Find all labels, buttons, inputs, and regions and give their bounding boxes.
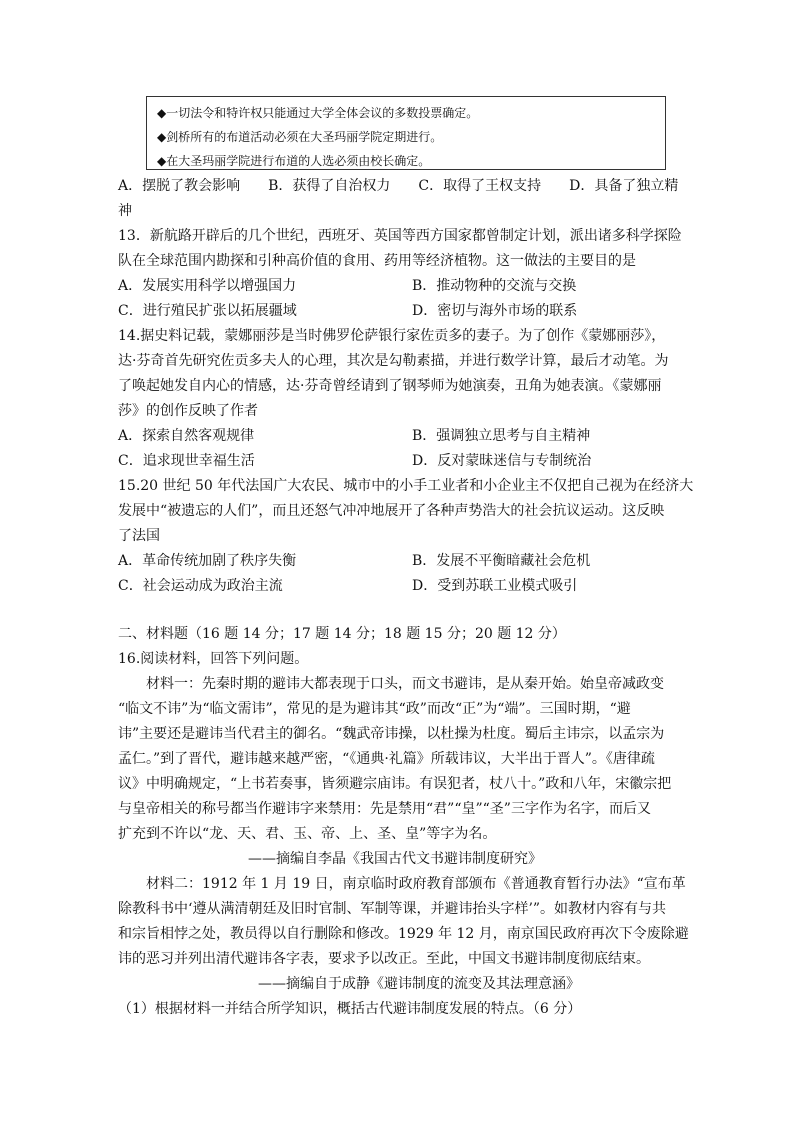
q16-material2-line-2: 除教科书中‘遵从满清朝廷及旧时官制、军制等课，并避讳抬头字样’”。如教材内容有与共 bbox=[118, 901, 667, 917]
q16-material2-line-3: 和宗旨相悖之处，教员得以自行删除和修改。1929 年 12 月，南京国民政府再次下令废除避 bbox=[118, 926, 689, 942]
box-row-3: ◆在大圣玛丽学院进行布道的人选必须由校长确定。 bbox=[157, 154, 431, 168]
q13-stem-line-2: 队在全球范围内勘探和引种高价值的食用、药用等经济植物。这一做法的主要目的是 bbox=[118, 253, 636, 269]
q15-option-c: C．社会运动成为政治主流 bbox=[118, 578, 283, 594]
q16-material1-line-7: 扩充到不许以“龙、天、君、玉、帝、上、圣、皇”等字为名。 bbox=[118, 826, 497, 842]
q14-stem-line-1: 14.据史料记载，蒙娜丽莎是当时佛罗伦萨银行家佐贡多的妻子。为了创作《蒙娜丽莎》， bbox=[118, 328, 666, 344]
q16-material2-source: ——摘编自于成静《避讳制度的流变及其法理意涵》 bbox=[258, 976, 580, 992]
q13-stem-line-1: 13．新航路开辟后的几个世纪，西班牙、英国等西方国家都曾制定计划，派出诸多科学探险 bbox=[118, 228, 682, 244]
q14-option-b: B．强调独立思考与自主精神 bbox=[412, 428, 591, 444]
q15-option-a: A．革命传统加剧了秩序失衡 bbox=[118, 553, 297, 569]
q16-material2-line-4: 讳的恶习并列出清代避讳各字表，要求予以改正。至此，中国文书避讳制度彻底结束。 bbox=[118, 951, 650, 967]
q15-option-b: B．发展不平衡暗藏社会危机 bbox=[412, 553, 591, 569]
q16-intro: 16.阅读材料，回答下列问题。 bbox=[118, 651, 309, 667]
q14-option-c: C．追求现世幸福生活 bbox=[118, 453, 255, 469]
q15-stem-line-3: 了法国 bbox=[118, 528, 160, 544]
q16-material1-line-1: 材料一：先秦时期的避讳大都表现于口头，而文书避讳，是从秦开始。始皇帝减政变 bbox=[146, 676, 664, 692]
q14-option-d: D．反对蒙昧迷信与专制统治 bbox=[412, 453, 592, 469]
q16-material1-line-6: 与皇帝相关的称号都当作避讳字来禁用：先是禁用“君”“皇”“圣”三字作为名字，而后又 bbox=[118, 801, 651, 817]
q14-option-a: A．探索自然客观规律 bbox=[118, 428, 255, 444]
q15-stem-line-2: 发展中“被遗忘的人们”，而且还怒气冲冲地展开了各种声势浩大的社会抗议运动。这反映 bbox=[118, 503, 665, 519]
q16-subquestion-1: （1）根据材料一并结合所学知识，概括古代避讳制度发展的特点。（6 分） bbox=[118, 1001, 582, 1017]
q13-option-a: A．发展实用科学以增强国力 bbox=[118, 278, 297, 294]
q13-option-c: C．进行殖民扩张以拓展疆域 bbox=[118, 303, 297, 319]
q14-stem-line-3: 了唤起她发自内心的情感，达·芬奇曾经请到了钢琴师为她演奏，丑角为她表演。《蒙娜丽 bbox=[118, 378, 662, 394]
q12-options-wrap: 神 bbox=[118, 203, 132, 219]
q14-stem-line-2: 达·芬奇首先研究佐贡多夫人的心理，其次是勾勒素描，并进行数学计算，最后才动笔。为 bbox=[118, 353, 669, 369]
rules-box bbox=[146, 96, 666, 170]
q16-material1-line-4: 孟仁。”到了晋代，避讳越来越严密，“《通典·礼篇》所载讳议，大半出于晋人”。《唐律疏 bbox=[118, 751, 655, 767]
q13-option-d: D．密切与海外市场的联系 bbox=[412, 303, 578, 319]
q16-material1-source: ——摘编自李晶《我国古代文书避讳制度研究》 bbox=[248, 851, 542, 867]
q16-material1-line-2: “临文不讳”为“临文需讳”，常见的是为避讳其“政”而改“正”为“端”。三国时期，“避 bbox=[118, 701, 631, 717]
q15-option-d: D．受到苏联工业模式吸引 bbox=[412, 578, 578, 594]
q16-material1-line-5: 议》中明确规定，“上书若奏事，皆须避宗庙讳。有误犯者，杖八十。”政和八年，宋徽宗把 bbox=[118, 776, 672, 792]
box-row-1: ◆一切法令和特许权只能通过大学全体会议的多数投票确定。 bbox=[157, 106, 479, 120]
q15-stem-line-1: 15.20 世纪 50 年代法国广大农民、城市中的小手工业者和小企业主不仅把自己视为在经济大 bbox=[118, 478, 694, 494]
q13-option-b: B．推动物种的交流与交换 bbox=[412, 278, 577, 294]
box-row-2: ◆剑桥所有的布道活动必须在大圣玛丽学院定期进行。 bbox=[157, 130, 443, 144]
q12-options: A．摆脱了教会影响 B．获得了自治权力 C．取得了王权支持 D．具备了独立精 bbox=[118, 178, 679, 194]
section-heading: 二、材料题（16 题 14 分；17 题 14 分；18 题 15 分；20 题 12 分） bbox=[118, 626, 566, 642]
q14-stem-line-4: 莎》的创作反映了作者 bbox=[118, 403, 258, 419]
q16-material1-line-3: 讳”主要还是避讳当代君主的御名。“魏武帝讳操，以杜操为杜度。蜀后主讳宗，以孟宗为 bbox=[118, 726, 665, 742]
q16-material2-line-1: 材料二：1912 年 1 月 19 日，南京临时政府教育部颁布《普通教育暂行办法》“宣布革 bbox=[146, 876, 686, 892]
